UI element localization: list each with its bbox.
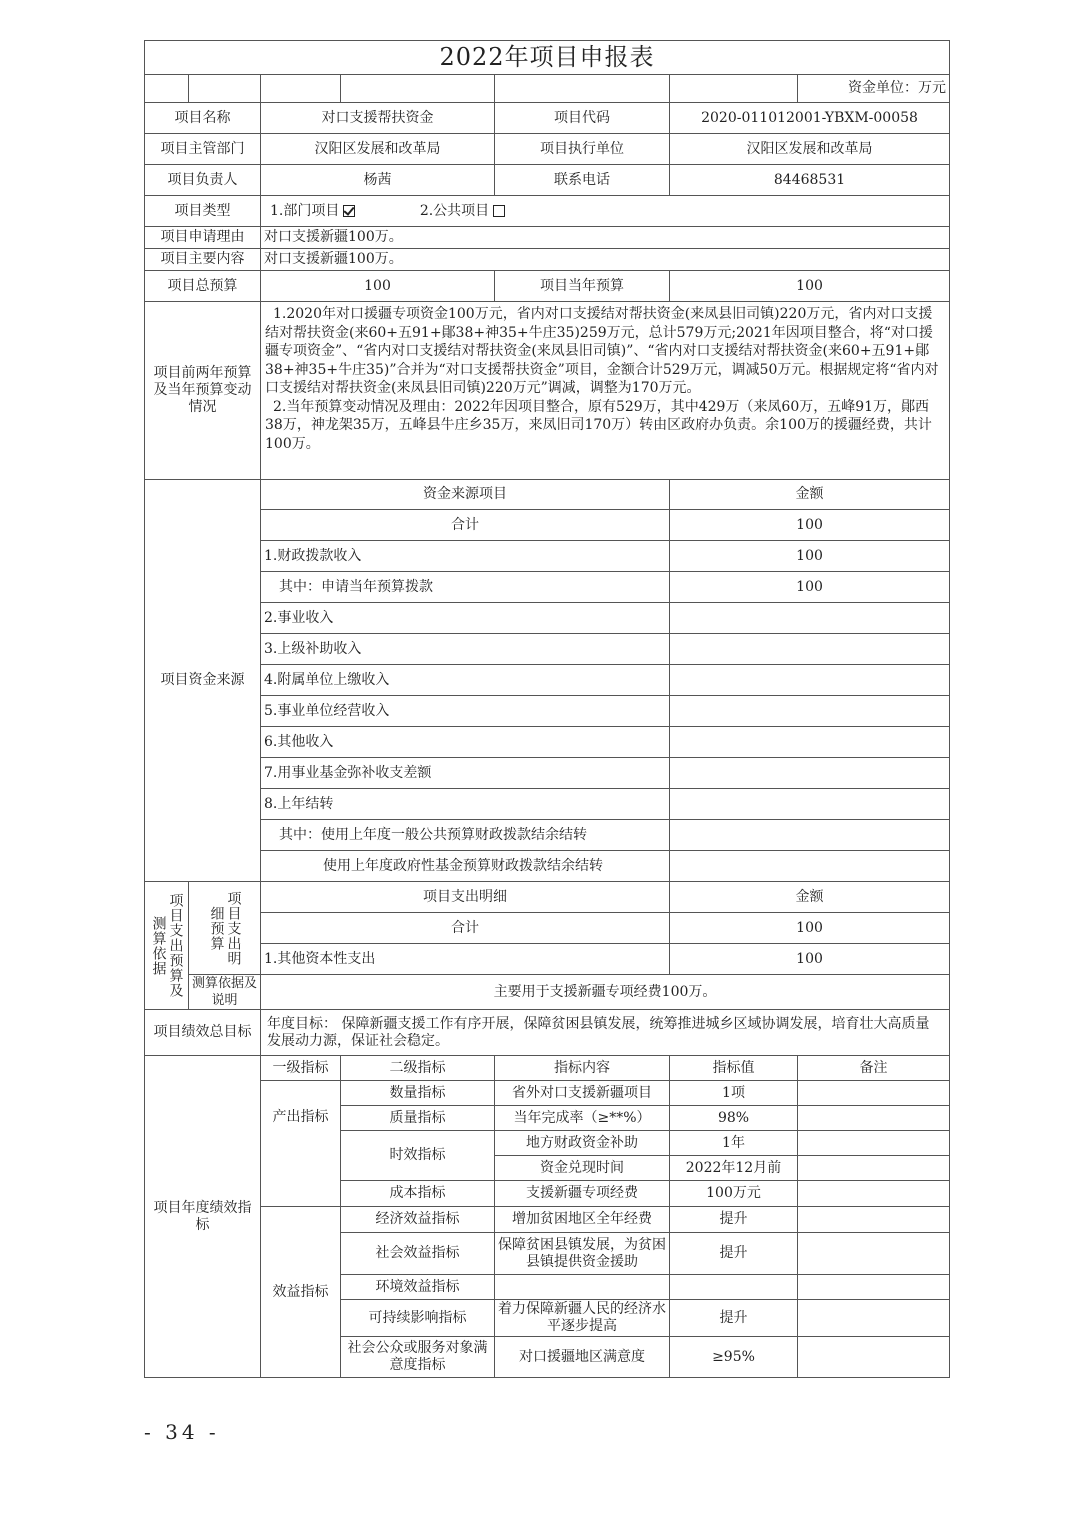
exec-unit-value: 汉阳区发展和改革局 (670, 134, 950, 165)
funding-row-amount (670, 603, 950, 634)
type-option-dept: 1.部门项目 (270, 202, 340, 219)
project-code-value: 2020-011012001-YBXM-00058 (670, 103, 950, 134)
budget-change-text (261, 302, 950, 480)
leader-label: 项目负责人 (145, 165, 261, 196)
blank-cell (670, 75, 798, 103)
expense-outer-label-text: 项目支出预算及测算依据 (150, 893, 184, 998)
checked-checkbox-icon[interactable] (343, 205, 355, 217)
satisfaction-indicator-value: ≥95% (670, 1337, 798, 1378)
social-indicator-value: 提升 (670, 1233, 798, 1275)
cost-indicator-label: 成本指标 (341, 1181, 495, 1207)
funding-row-amount (670, 696, 950, 727)
perf-note-cell (798, 1337, 950, 1378)
satisfaction-indicator-label: 社会公众或服务对象满意度指标 (341, 1337, 495, 1378)
blank-cell (341, 75, 495, 103)
econ-indicator-value: 提升 (670, 1207, 798, 1233)
env-indicator-label: 环境效益指标 (341, 1275, 495, 1300)
perf-note-cell (798, 1131, 950, 1156)
time-indicator-value: 2022年12月前 (670, 1156, 798, 1181)
project-name-value: 对口支援帮扶资金 (261, 103, 495, 134)
perf-note-cell (798, 1300, 950, 1337)
funding-row-item: 其中：申请当年预算拨款 (261, 572, 670, 603)
blank-cell (145, 75, 189, 103)
phone-label: 联系电话 (495, 165, 670, 196)
content-label: 项目主要内容 (145, 249, 261, 271)
funding-row-item: 2.事业收入 (261, 603, 670, 634)
perf-note-cell (798, 1275, 950, 1300)
funding-col-item: 资金来源项目 (261, 480, 670, 510)
expense-total-amount: 100 (670, 913, 950, 944)
env-indicator-value (670, 1275, 798, 1300)
funding-row-item: 使用上年度政府性基金预算财政拨款结余结转 (261, 851, 670, 882)
funding-row-item: 8.上年结转 (261, 789, 670, 820)
funding-row-item: 其中：使用上年度一般公共预算财政拨款结余结转 (261, 820, 670, 851)
funding-source-label: 项目资金来源 (145, 480, 261, 882)
reason-value: 对口支援新疆100万。 (261, 227, 950, 249)
perf-header-content: 指标内容 (495, 1056, 670, 1081)
expense-outer-label (145, 882, 189, 1010)
time-indicator-content: 资金兑现时间 (495, 1156, 670, 1181)
blank-cell (261, 75, 341, 103)
funding-row-amount: 100 (670, 510, 950, 541)
funding-row-item: 7.用事业基金弥补收支差额 (261, 758, 670, 789)
total-budget-value: 100 (261, 271, 495, 302)
unchecked-checkbox-icon[interactable] (493, 205, 505, 217)
funding-row-amount (670, 758, 950, 789)
social-indicator-content: 保障贫困县镇发展，为贫困县镇提供资金援助 (495, 1233, 670, 1275)
dept-label: 项目主管部门 (145, 134, 261, 165)
funding-row-amount (670, 789, 950, 820)
page-number: - 34 - (144, 1420, 220, 1444)
expense-col-amount: 金额 (670, 882, 950, 913)
unit-label: 资金单位：万元 (798, 75, 950, 103)
qual-indicator-value: 98% (670, 1106, 798, 1131)
perf-header-value: 指标值 (670, 1056, 798, 1081)
funding-row-item: 1.财政拨款收入 (261, 541, 670, 572)
funding-row-item: 5.事业单位经营收入 (261, 696, 670, 727)
qty-indicator-label: 数量指标 (341, 1081, 495, 1106)
env-indicator-content (495, 1275, 670, 1300)
budget-change-paragraph-2: 2.当年预算变动情况及理由：2022年因项目整合，原有529万，其中429万（来凤60万，五峰91万，鄖西38万，神龙架35万，五峰县牛庄乡35万，来凤旧司170万）转由区政府办负责。余100万的援疆经费，共计100万。 (265, 398, 932, 452)
social-indicator-label: 社会效益指标 (341, 1233, 495, 1275)
time-indicator-content: 地方财政资金补助 (495, 1131, 670, 1156)
funding-row-amount (670, 820, 950, 851)
time-indicator-label: 时效指标 (341, 1131, 495, 1181)
funding-row-amount (670, 727, 950, 758)
total-budget-label: 项目总预算 (145, 271, 261, 302)
reason-label: 项目申请理由 (145, 227, 261, 249)
qual-indicator-label: 质量指标 (341, 1106, 495, 1131)
perf-note-cell (798, 1081, 950, 1106)
blank-cell (495, 75, 670, 103)
funding-row-item: 4.附属单位上缴收入 (261, 665, 670, 696)
budget-change-paragraph-1: 1.2020年对口援疆专项资金100万元，省内对口支援结对帮扶资金(来凤县旧司镇)220万元，省内对口支援结对帮扶资金(来60+五91+鄖38+神35+牛庄35)259万元，总计579万元;2021年因项目整合，将“对口援疆专项资金”、“省内对口支援结对帮扶资金(来凤县旧司镇)”、“省内对口支援结对帮扶资金(来60+五91+鄖38+神35+牛庄35)”合并为“对口支援帮扶资金”项目，金额合计529万元，调减50万元。根据规定将“省内对口支援结对帮扶资金(来凤县旧司镇)220万元”调减，调整为170万元。 (265, 306, 939, 396)
perf-header-note: 备注 (798, 1056, 950, 1081)
goal-label: 项目绩效总目标 (145, 1010, 261, 1056)
funding-row-amount: 100 (670, 572, 950, 603)
project-type-label: 项目类型 (145, 196, 261, 227)
expense-row-item: 1.其他资本性支出 (261, 944, 670, 975)
content-value: 对口支援新疆100万。 (261, 249, 950, 271)
expense-row-amount: 100 (670, 944, 950, 975)
time-indicator-value: 1年 (670, 1131, 798, 1156)
cost-indicator-content: 支援新疆专项经费 (495, 1181, 670, 1207)
benefit-indicator-label: 效益指标 (261, 1207, 341, 1378)
funding-row-amount (670, 851, 950, 882)
econ-indicator-label: 经济效益指标 (341, 1207, 495, 1233)
performance-table (144, 1055, 950, 1378)
type-option-public: 2.公共项目 (419, 202, 490, 219)
perf-note-cell (798, 1156, 950, 1181)
goal-value: 年度目标： 保障新疆支援工作有序开展，保障贫困县镇发展，统筹推进城乡区域协调发展，培育壮大高质量发展动力源，保证社会稳定。 (261, 1010, 950, 1056)
perf-header-level1: 一级指标 (261, 1056, 341, 1081)
sustain-indicator-content: 着力保障新疆人民的经济水平逐步提高 (495, 1300, 670, 1337)
form-table (144, 40, 950, 1056)
perf-note-cell (798, 1233, 950, 1275)
funding-row-amount: 100 (670, 541, 950, 572)
expense-col-item: 项目支出明细 (261, 882, 670, 913)
output-indicator-label: 产出指标 (261, 1081, 341, 1207)
perf-note-cell (798, 1207, 950, 1233)
funding-row-item: 3.上级补助收入 (261, 634, 670, 665)
basis-label: 测算依据及说明 (189, 975, 261, 1010)
funding-col-amount: 金额 (670, 480, 950, 510)
year-budget-label: 项目当年预算 (495, 271, 670, 302)
qual-indicator-content: 当年完成率（≥**%） (495, 1106, 670, 1131)
basis-value: 主要用于支援新疆专项经费100万。 (261, 975, 950, 1010)
blank-cell (189, 75, 261, 103)
satisfaction-indicator-content: 对口援疆地区满意度 (495, 1337, 670, 1378)
phone-value: 84468531 (670, 165, 950, 196)
project-application-form (144, 40, 949, 1378)
project-name-label: 项目名称 (145, 103, 261, 134)
exec-unit-label: 项目执行单位 (495, 134, 670, 165)
expense-detail-label (189, 882, 261, 975)
project-type-options (261, 196, 950, 227)
dept-value: 汉阳区发展和改革局 (261, 134, 495, 165)
year-budget-value: 100 (670, 271, 950, 302)
form-title: 2022年项目申报表 (145, 41, 950, 75)
sustain-indicator-value: 提升 (670, 1300, 798, 1337)
cost-indicator-value: 100万元 (670, 1181, 798, 1207)
econ-indicator-content: 增加贫困地区全年经费 (495, 1207, 670, 1233)
expense-total-item: 合计 (261, 913, 670, 944)
funding-row-amount (670, 665, 950, 696)
qty-indicator-content: 省外对口支援新疆项目 (495, 1081, 670, 1106)
funding-row-amount (670, 634, 950, 665)
funding-row-item: 6.其他收入 (261, 727, 670, 758)
sustain-indicator-label: 可持续影响指标 (341, 1300, 495, 1337)
project-code-label: 项目代码 (495, 103, 670, 134)
budget-change-label: 项目前两年预算及当年预算变动情况 (145, 302, 261, 480)
perf-label: 项目年度绩效指标 (145, 1056, 261, 1378)
qty-indicator-value: 1项 (670, 1081, 798, 1106)
perf-note-cell (798, 1106, 950, 1131)
expense-detail-label-text: 项目支出明细预算 (208, 890, 242, 966)
perf-note-cell (798, 1181, 950, 1207)
leader-value: 杨茜 (261, 165, 495, 196)
funding-row-item: 合计 (261, 510, 670, 541)
perf-header-level2: 二级指标 (341, 1056, 495, 1081)
